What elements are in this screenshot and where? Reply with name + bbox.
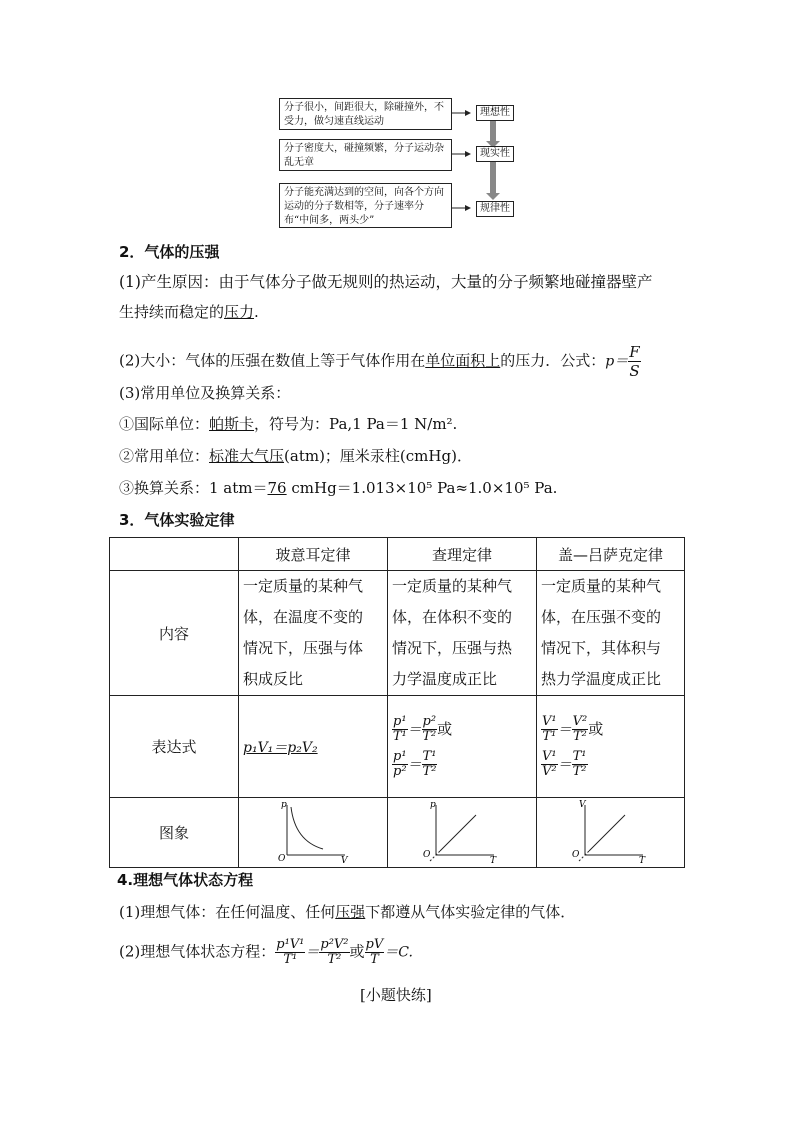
section2-magnitude <box>119 343 641 380</box>
charles-line-2 <box>392 750 532 779</box>
section2-cause-line1: (1)产生原因：由于气体分子做无规则的热运动，大量的分子频繁地碰撞器壁产 <box>119 273 653 291</box>
flow-tag-3: 规律性 <box>476 201 514 217</box>
hyperbola-curve <box>291 807 323 849</box>
content-line: 体，在温度不变的 <box>243 608 364 626</box>
cause-end: . <box>254 303 259 321</box>
section2-cause-line2 <box>119 302 259 322</box>
header-boyle: 玻意耳定律 <box>239 538 388 571</box>
expr-gaylussac <box>537 696 685 798</box>
proportional-line <box>440 815 476 851</box>
den: T¹ <box>392 728 407 744</box>
y-label: V <box>578 799 585 810</box>
or-text: 或 <box>349 942 365 961</box>
graph-boyle <box>273 799 353 863</box>
flow-box-1: 分子很小，间距很大，除碰撞外，不受力，做匀速直线运动 <box>279 98 452 130</box>
frac <box>572 715 589 744</box>
formula-denominator: S <box>629 362 640 380</box>
section2-units-title: (3)常用单位及换算关系： <box>119 384 291 402</box>
den: T¹ <box>542 728 557 744</box>
den: T¹ <box>283 952 298 967</box>
unit3-text: ③换算关系：1 atm＝ <box>119 479 268 497</box>
unit3-tail: cmHg＝1.013×10⁵ Pa≈1.0×10⁵ Pa. <box>286 479 558 497</box>
origin-label: O <box>423 849 431 860</box>
num: pV <box>365 937 384 952</box>
graph-gaylussac-cell <box>537 798 685 868</box>
magnitude-text: (2)大小：气体的压强在数值上等于气体作用在 <box>119 351 426 370</box>
num: T¹ <box>422 748 437 764</box>
graph-charles <box>422 799 502 863</box>
gaylussac-line-1 <box>541 715 680 744</box>
flow-tag-1: 理想性 <box>476 105 514 121</box>
origin-label: O <box>571 849 579 860</box>
den: T² <box>572 763 587 779</box>
eq: ＝ <box>557 756 572 773</box>
frac <box>319 938 349 967</box>
unit1-answer: 帕斯卡 <box>209 415 255 433</box>
section4-title: 4.理想气体状态方程 <box>117 871 254 889</box>
content-gaylussac <box>537 571 685 696</box>
pressure-formula-fraction <box>628 343 640 380</box>
unit-line-1 <box>119 414 457 434</box>
proportional-line <box>589 815 625 851</box>
header-gaylussac: 盖—吕萨克定律 <box>537 538 685 571</box>
x-label: T <box>490 855 497 863</box>
formula-numerator: F <box>629 343 640 361</box>
state-eq-text: (2)理想气体状态方程： <box>119 942 276 961</box>
num: V² <box>572 713 588 729</box>
flow-tag-2: 现实性 <box>476 146 514 162</box>
ideal-gas-answer: 压强 <box>335 903 366 921</box>
state-equation <box>119 938 413 967</box>
content-charles <box>388 571 537 696</box>
x-label: T <box>638 855 645 863</box>
frac <box>275 938 305 967</box>
content-line: 体，在压强不变的 <box>541 608 662 626</box>
section3-title: 3．气体实验定律 <box>119 511 235 529</box>
content-line: 一定质量的某种气 <box>243 577 364 595</box>
gas-laws-table <box>109 537 685 868</box>
den: V² <box>542 763 557 779</box>
gaylussac-line-2 <box>541 750 680 779</box>
num: p²V² <box>320 937 349 952</box>
tail: ＝C. <box>384 944 413 961</box>
frac <box>572 750 588 779</box>
content-line: 一定质量的某种气 <box>392 577 513 595</box>
eq: ＝ <box>305 944 320 961</box>
content-line: 体，在体积不变的 <box>392 608 513 626</box>
unit2-tail: (atm)；厘米汞柱(cmHg)． <box>284 447 472 465</box>
eq: ＝ <box>557 721 572 738</box>
den: T <box>370 952 379 967</box>
unit-line-3 <box>119 478 557 498</box>
cause-answer: 压力 <box>224 303 255 321</box>
unit2-text: ②常用单位： <box>119 447 210 465</box>
x-label: V <box>341 855 348 863</box>
magnitude-text2: 的压力．公式： <box>500 351 606 370</box>
boyle-formula: p₁V₁＝p₂V₂ <box>243 739 318 756</box>
header-empty <box>110 538 239 571</box>
den: T² <box>327 952 342 967</box>
flow-box-2: 分子密度大，碰撞频繁，分子运动杂乱无章 <box>279 139 452 171</box>
content-line: 积成反比 <box>243 670 304 688</box>
y-label: p <box>281 799 287 810</box>
frac <box>422 750 438 779</box>
frac <box>422 715 438 744</box>
eq: ＝ <box>407 756 422 773</box>
magnitude-answer: 单位面积上 <box>425 351 501 370</box>
y-label: p <box>430 799 436 810</box>
frac <box>541 715 558 744</box>
section2-title: 2．气体的压强 <box>119 243 220 261</box>
num: T¹ <box>572 748 587 764</box>
charles-line-1 <box>392 715 532 744</box>
den: T² <box>422 763 437 779</box>
eq: ＝ <box>407 721 422 738</box>
den: T² <box>572 728 587 744</box>
num: V¹ <box>542 748 557 764</box>
pressure-formula-lhs: p＝ <box>605 353 629 370</box>
unit1-text: ①国际单位： <box>119 415 210 433</box>
content-line: 热力学温度成正比 <box>541 670 662 688</box>
graph-gaylussac <box>571 799 651 863</box>
content-line: 力学温度成正比 <box>392 670 498 688</box>
frac <box>541 750 558 779</box>
content-boyle <box>239 571 388 696</box>
cause-text: 生持续而稳定的 <box>119 303 225 321</box>
den: p² <box>393 763 407 779</box>
row-label-content: 内容 <box>110 571 239 696</box>
ideal-gas-tail: 下都遵从气体实验定律的气体． <box>365 903 576 921</box>
num: p¹ <box>393 713 407 729</box>
unit1-tail: ，符号为：Pa,1 Pa＝1 N/m². <box>254 415 458 433</box>
dashed-extension <box>579 851 589 861</box>
num: p¹V¹ <box>276 937 305 952</box>
expr-boyle <box>239 696 388 798</box>
graph-boyle-cell <box>239 798 388 868</box>
frac <box>365 938 385 967</box>
content-line: 一定质量的某种气 <box>541 577 662 595</box>
or-text: 或 <box>588 719 604 738</box>
graph-charles-cell <box>388 798 537 868</box>
unit2-answer: 标准大气压 <box>209 447 285 465</box>
header-charles: 查理定律 <box>388 538 537 571</box>
or-text: 或 <box>437 719 453 738</box>
num: p¹ <box>393 748 407 764</box>
content-line: 情况下，其体积与 <box>541 639 662 657</box>
footer-heading: [小题快练] <box>360 986 432 1004</box>
num: V¹ <box>542 713 557 729</box>
content-line: 情况下，压强与体 <box>243 639 364 657</box>
num: p² <box>422 713 437 729</box>
dashed-extension <box>430 851 440 861</box>
flow-box-3: 分子能充满达到的空间，向各个方向运动的分子数相等，分子速率分布“中间多，两头少” <box>279 183 452 228</box>
frac <box>392 715 408 744</box>
unit3-answer: 76 <box>267 479 287 497</box>
den: T² <box>422 728 437 744</box>
content-line: 情况下，压强与热 <box>392 639 513 657</box>
unit-line-2 <box>119 446 472 466</box>
ideal-gas-text: (1)理想气体：在任何温度、任何 <box>119 903 336 921</box>
ideal-gas-definition <box>119 902 575 922</box>
frac <box>392 750 408 779</box>
row-label-expression: 表达式 <box>110 696 239 798</box>
origin-label: O <box>278 853 286 863</box>
expr-charles <box>388 696 537 798</box>
row-label-graph: 图象 <box>110 798 239 868</box>
